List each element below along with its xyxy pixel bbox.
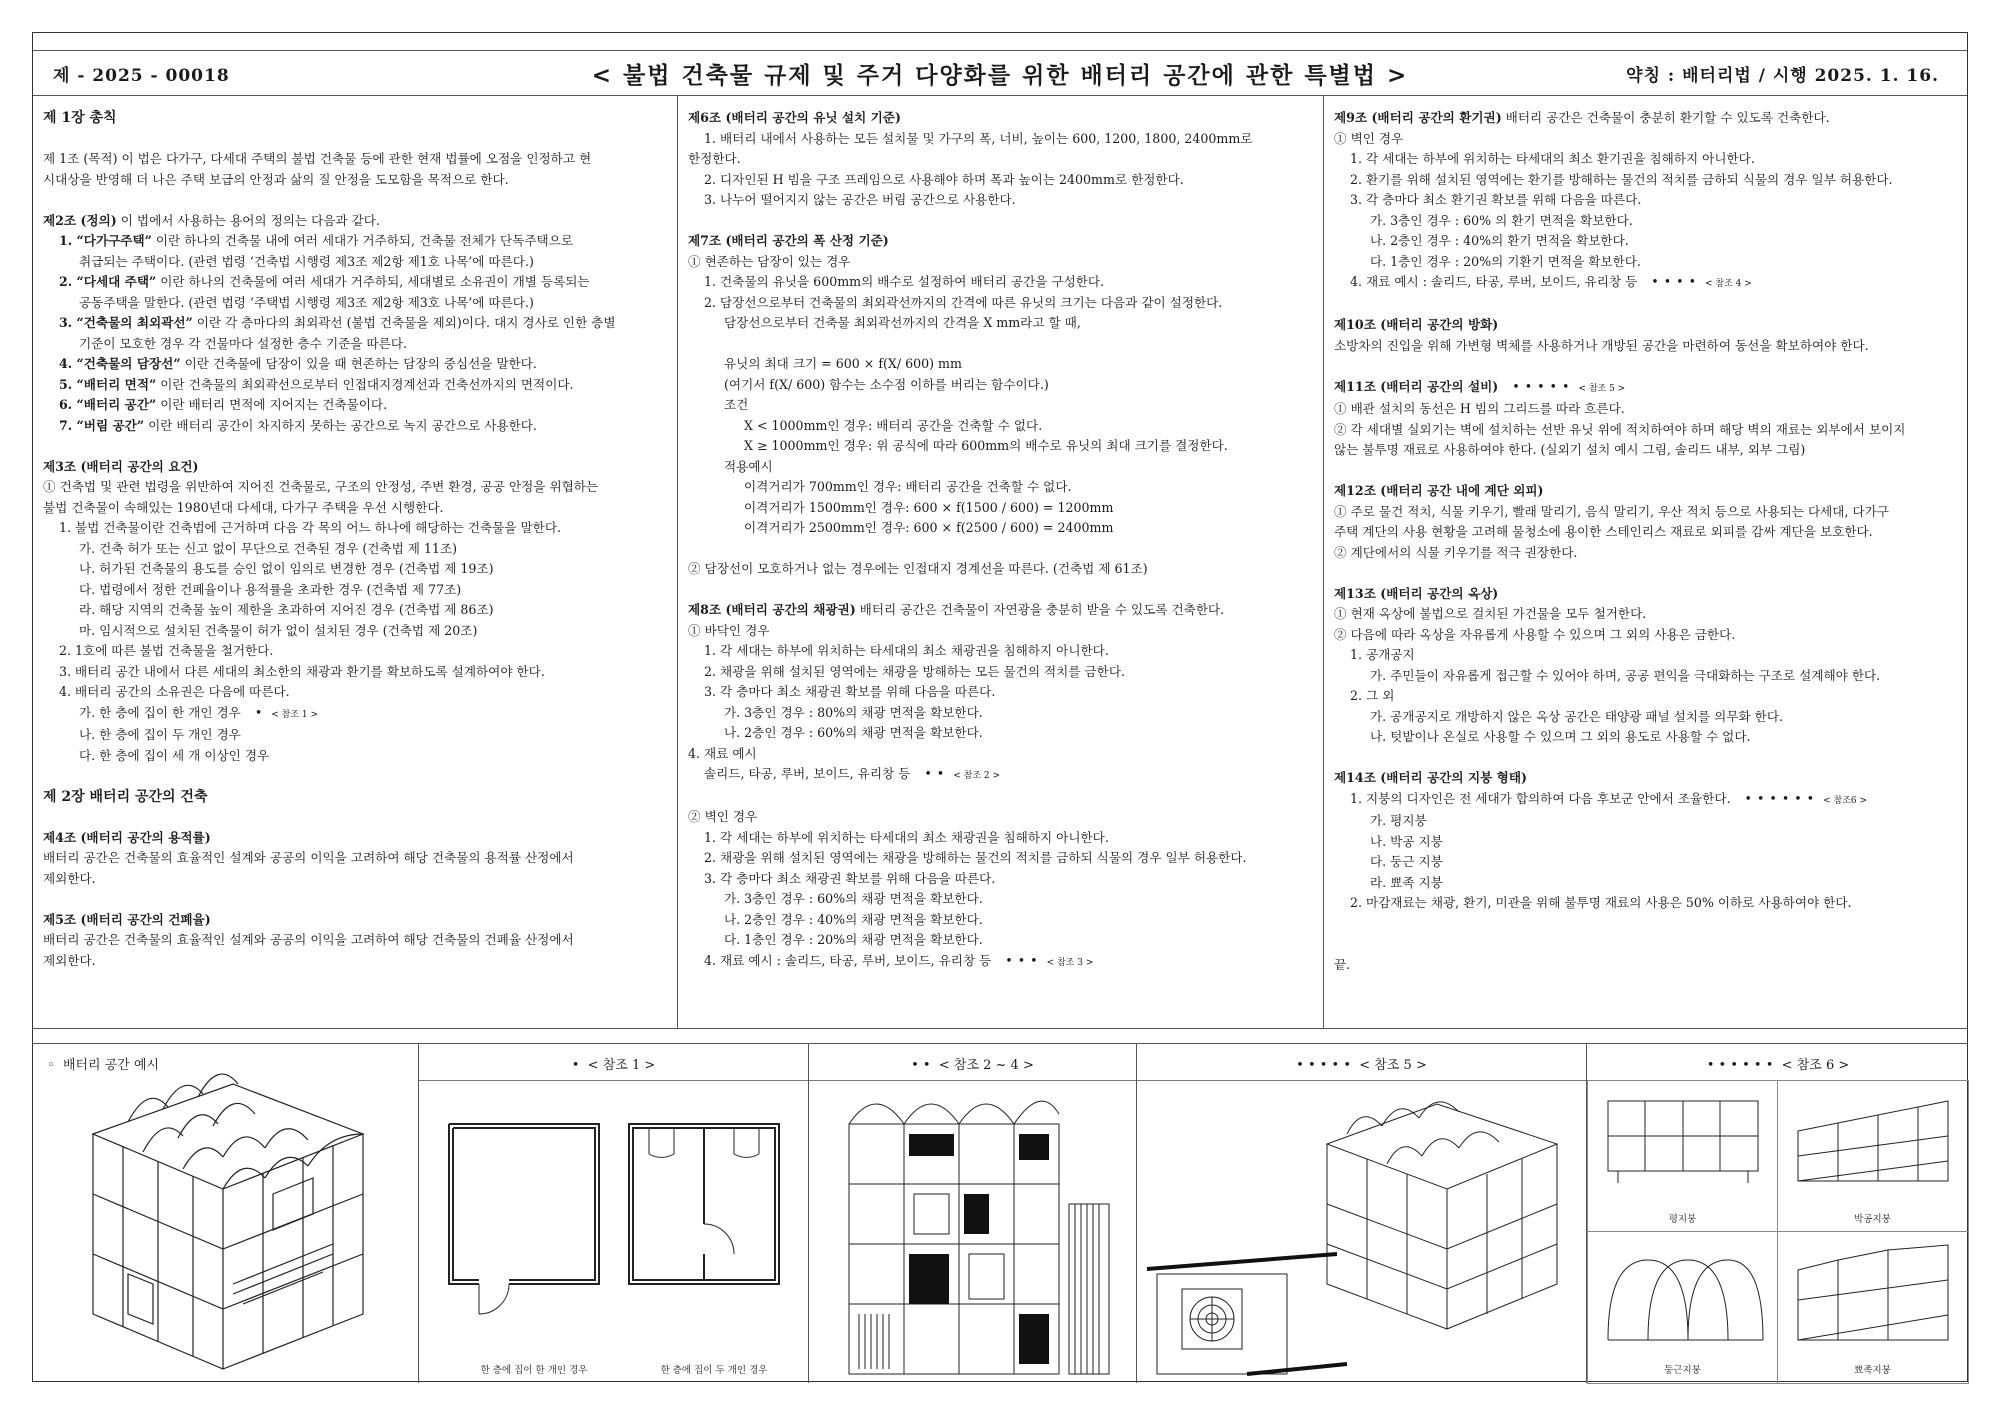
article-7-line: 담장선으로부터 건축물 최외곽선까지의 간격을 X mm라고 할 때, xyxy=(724,315,1081,330)
roof-design-text: 1. 지붕의 디자인은 전 세대가 합의하여 다음 후보군 안에서 조율한다. xyxy=(1350,790,1731,806)
article-14-heading: 제14조 (배터리 공간의 지붕 형태) xyxy=(1334,770,1527,785)
article-8-line: 나. 2층인 경우 : 40%의 채광 면적을 확보한다. xyxy=(724,911,983,927)
article-6-line: 한정한다. xyxy=(688,151,741,166)
article-9-line: 나. 2층인 경우 : 40%의 환기 면적을 확보한다. xyxy=(1370,233,1629,248)
article-7-line: 2. 담장선으로부터 건축물의 최외곽선까지의 간격에 따른 유닛의 크기는 다음과 같이 설정한다. xyxy=(704,294,1223,310)
definition-item xyxy=(43,272,667,293)
caption-round-roof: 둥근지붕 xyxy=(1664,1365,1701,1376)
term: 5. “배터리 면적” xyxy=(59,376,157,392)
roof-option: 나. 박공 지붕 xyxy=(1370,833,1443,849)
round-roof-drawing xyxy=(1588,1240,1777,1360)
article-8-line: ① 바닥인 경우 xyxy=(688,622,770,638)
article-9-line: 3. 각 층마다 최소 환기권 확보를 위해 다음을 따른다. xyxy=(1350,192,1642,207)
definition-item xyxy=(43,313,667,334)
article-14-line xyxy=(1334,789,1959,812)
article-12-line: ② 계단에서의 식물 키우기를 적극 권장한다. xyxy=(1334,544,1578,560)
reference-5-panel xyxy=(1137,1044,1587,1383)
article-11-line: 않는 불투명 재료로 사용하여야 한다. (실외기 설치 예시 그림, 솔리드 내부, 외부 그림) xyxy=(1334,442,1806,457)
dot-leader: ••• xyxy=(1005,952,1043,968)
formula-note: (여기서 f(X/ 600) 함수는 소수점 이하를 버리는 함수이다.) xyxy=(724,376,1049,392)
term: 6. “배터리 공간” xyxy=(59,397,157,412)
article-3-line: 4. 배터리 공간의 소유권은 다음에 따른다. xyxy=(59,684,290,699)
article-9-line xyxy=(1334,272,1959,295)
example-line: 이격거리가 2500mm인 경우: 600 × f(2500 / 600) = 2400mm xyxy=(744,520,1114,535)
equipment-installation-drawing xyxy=(1137,1084,1587,1384)
article-2-text: 이 법에서 사용하는 용어의 정의는 다음과 같다. xyxy=(116,212,380,228)
abbreviation-and-date: 약칭 : 배터리법 / 시행 2025. 1. 16. xyxy=(1626,66,1939,86)
article-9-line: 2. 환기를 위해 설치된 영역에는 환기를 방해하는 물건의 적치를 금하되 식물의 경우 일부 허용한다. xyxy=(1350,171,1893,187)
article-1-line: 시대상을 반영해 더 나은 주택 보급의 안정과 삶의 질 안정을 도모함을 목적으로 한다. xyxy=(43,171,509,187)
article-7-line: ① 현존하는 담장이 있는 경우 xyxy=(688,253,851,269)
flat-roof-drawing xyxy=(1588,1091,1777,1211)
definition-line: 공동주택을 말한다. (관련 법령 ‘주택법 시행령 제3조 제2항 제3호 나목’에 따른다.) xyxy=(79,294,534,310)
article-3-line xyxy=(43,703,667,726)
panel-title-text: < 참조 6 > xyxy=(1781,1058,1850,1073)
definition-item xyxy=(43,375,667,396)
article-10-heading: 제10조 (배터리 공간의 방화) xyxy=(1334,317,1499,332)
example-label: 적용예시 xyxy=(724,458,773,474)
condition-line: X < 1000mm인 경우: 배터리 공간을 건축할 수 없다. xyxy=(744,417,1043,433)
definition-line: 기준이 모호한 경우 각 건물마다 설정한 층수 기준을 따른다. xyxy=(79,335,408,351)
article-3-line: ① 건축법 및 관련 법령을 위반하여 지어진 건축물로, 구조의 안정성, 주변 환경, 공공 안정을 위협하는 xyxy=(43,479,599,494)
caption-gable-roof: 박공지붕 xyxy=(1854,1214,1891,1225)
article-8-heading: 제8조 (배터리 공간의 채광권) xyxy=(688,602,856,617)
reference-2-link[interactable]: < 참조 2 > xyxy=(953,771,1000,781)
article-13-line: ② 다음에 따라 옥상을 자유롭게 사용할 수 있으며 그 외의 사용은 금한다. xyxy=(1334,626,1736,642)
article-12-line: 주택 계단의 사용 현황을 고려해 물청소에 용이한 스테인리스 재료로 외피를 감싸 계단을 보호한다. xyxy=(1334,524,1873,539)
article-3-line: 나. 허가된 건축물의 용도를 승인 없이 임의로 변경한 경우 (건축법 제 19조) xyxy=(79,561,494,576)
reference-panels xyxy=(33,1043,1967,1383)
article-13-line: 나. 텃밭이나 온실로 사용할 수 있으며 그 외의 용도로 사용할 수 없다. xyxy=(1370,729,1751,744)
battery-space-example-panel xyxy=(33,1044,419,1383)
reference-4-link[interactable]: < 참조 4 > xyxy=(1705,279,1752,289)
panel-divider xyxy=(1137,1080,1586,1081)
panel-title: • • < 참조 2 ~ 4 > xyxy=(911,1058,1034,1073)
dot-leader: • xyxy=(254,704,268,720)
isometric-building-drawing xyxy=(33,1044,419,1384)
article-2-heading: 제2조 (정의) xyxy=(43,212,117,228)
article-8-line: 3. 각 층마다 최소 채광권 확보를 위해 다음을 따른다. xyxy=(704,684,996,699)
article-3-line: 나. 한 층에 집이 두 개인 경우 xyxy=(79,727,241,742)
document-number: 제 - 2025 - 00018 xyxy=(53,66,230,86)
term: 3. “건축물의 최외곽선” xyxy=(59,315,193,330)
article-13-line: 2. 그 외 xyxy=(1350,688,1395,703)
chapter-1-heading: 제 1장 총칙 xyxy=(43,110,117,126)
definition-text: 이란 건축물의 최외곽선으로부터 인접대지경계선과 건축선까지의 면적이다. xyxy=(156,376,574,392)
page-title: < 불법 건축물 규제 및 주거 다양화를 위한 배터리 공간에 관한 특별법 > xyxy=(591,62,1409,89)
round-roof-box xyxy=(1587,1232,1778,1384)
article-13-line: 가. 공개공지로 개방하지 않은 옥상 공간은 태양광 패널 설치를 의무화 한다. xyxy=(1370,708,1784,724)
article-3-line: 2. 1호에 따른 불법 건축물을 철거한다. xyxy=(59,643,274,658)
panel-title: • • • • • • < 참조 6 > xyxy=(1706,1058,1850,1073)
panel-divider xyxy=(419,1080,808,1081)
article-5-line: 배터리 공간은 건축물의 효율적인 설계와 공공의 이익을 고려하여 해당 건축물의 건폐율 산정에서 xyxy=(43,932,574,947)
article-8-line: 1. 각 세대는 하부에 위치하는 타세대의 최소 채광권을 침해하지 아니한다. xyxy=(704,829,1109,845)
reference-6-panel xyxy=(1587,1044,1969,1383)
definition-item xyxy=(43,416,667,437)
column-3 xyxy=(1324,96,1969,1028)
dot-leader: •••• xyxy=(1651,274,1701,289)
article-4-heading: 제4조 (배터리 공간의 용적률) xyxy=(43,829,211,845)
column-2 xyxy=(678,96,1324,1028)
article-3-line: 3. 배터리 공간 내에서 다른 세대의 최소한의 채광과 환기를 확보하도록 설계하여야 한다. xyxy=(59,663,545,679)
roof-option: 라. 뾰족 지붕 xyxy=(1370,874,1443,890)
material-examples: 4. 재료 예시 : 솔리드, 타공, 루버, 보이드, 유리창 등 xyxy=(704,952,992,968)
article-8-line: 가. 3층인 경우 : 60%의 채광 면적을 확보한다. xyxy=(724,891,983,906)
article-9-text: 배터리 공간은 건축물이 충분히 환기할 수 있도록 건축한다. xyxy=(1501,110,1830,125)
ownership-case: 가. 한 층에 집이 한 개인 경우 xyxy=(79,704,241,720)
article-3-line: 1. 불법 건축물이란 건축법에 근거하며 다음 각 목의 어느 하나에 해당하는 건축물을 말한다. xyxy=(59,520,562,535)
article-6-line: 2. 디자인된 H 빔을 구조 프레임으로 사용해야 하며 폭과 높이는 2400mm로 한정한다. xyxy=(704,171,1184,187)
roof-option: 가. 평지붕 xyxy=(1370,813,1427,828)
definition-text: 이란 배터리 면적에 지어지는 건축물이다. xyxy=(156,397,388,412)
material-examples: 솔리드, 타공, 루버, 보이드, 유리창 등 xyxy=(704,766,911,781)
definition-text: 이란 하나의 건축물 내에 여러 세대가 거주하되, 건축물 전체가 단독주택으로 xyxy=(151,233,574,248)
article-8-line: 1. 각 세대는 하부에 위치하는 타세대의 최소 채광권을 침해하지 아니한다. xyxy=(704,643,1109,658)
article-9-intro xyxy=(1334,108,1959,129)
page-frame xyxy=(32,32,1968,1382)
article-5-heading: 제5조 (배터리 공간의 건폐율) xyxy=(43,911,211,927)
caption-two-units: 한 층에 집이 두 개인 경우 xyxy=(660,1365,768,1376)
reference-1-panel xyxy=(419,1044,809,1383)
article-3-line: 가. 건축 허가 또는 신고 없이 무단으로 건축된 경우 (건축법 제 11조) xyxy=(79,540,458,556)
article-9-line: ① 벽인 경우 xyxy=(1334,130,1404,146)
dot-leader: ••••• xyxy=(1512,378,1575,394)
article-11-heading-line xyxy=(1334,377,1959,400)
dot-leader: •••••• xyxy=(1744,790,1820,806)
article-6-heading: 제6조 (배터리 공간의 유닛 설치 기준) xyxy=(688,110,901,125)
caption-pointed-roof: 뾰족지붕 xyxy=(1854,1365,1891,1376)
material-examples: 4. 재료 예시 : 솔리드, 타공, 루버, 보이드, 유리창 등 xyxy=(1350,274,1638,289)
floor-plan-one-unit xyxy=(439,1104,629,1344)
article-7-line: ② 담장선이 모호하거나 없는 경우에는 인접대지 경계선을 따른다. (건축법 제 61조) xyxy=(688,561,1148,576)
panel-title-text: < 참조 5 > xyxy=(1359,1058,1427,1073)
pointed-roof-drawing xyxy=(1778,1240,1967,1360)
article-9-heading: 제9조 (배터리 공간의 환기권) xyxy=(1334,110,1502,125)
term: 1. “다가구주택” xyxy=(59,233,152,248)
panel-title: • < 참조 1 > xyxy=(571,1058,656,1073)
article-13-line: 가. 주민들이 자유롭게 접근할 수 있어야 하며, 공공 편익을 극대화하는 구조로 설계해야 한다. xyxy=(1370,667,1881,683)
chapter-2-heading: 제 2장 배터리 공간의 건축 xyxy=(43,788,208,805)
article-11-line: ① 배관 설치의 동선은 H 빔의 그리드를 따라 흐른다. xyxy=(1334,401,1625,416)
formula: 유닛의 최대 크기 = 600 × f(X/ 600) mm xyxy=(724,356,962,371)
article-8-intro xyxy=(688,600,1313,621)
article-3-line: 불법 건축물이 속해있는 1980년대 다세대, 다가구 주택을 우선 시행한다. xyxy=(43,499,444,515)
column-1 xyxy=(33,96,678,1028)
panel-title-text: 배터리 공간 예시 xyxy=(62,1058,160,1073)
term: 7. “버림 공간” xyxy=(59,417,145,433)
panel-title-text: < 참조 1 > xyxy=(587,1058,656,1073)
term: 4. “건축물의 담장선” xyxy=(59,356,181,371)
definition-item xyxy=(43,231,667,252)
definition-text: 이란 각 층마다의 최외곽선 (불법 건축물을 제외)이다. 대지 경사로 인한 층별 xyxy=(192,315,616,330)
article-8-line: 가. 3층인 경우 : 80%의 채광 면적을 확보한다. xyxy=(724,704,983,720)
example-line: 이격거리가 1500mm인 경우: 600 × f(1500 / 600) = 1200mm xyxy=(744,499,1114,515)
article-8-line xyxy=(688,764,1313,787)
definition-text: 이란 배터리 공간이 차지하지 못하는 공간으로 녹지 공간으로 사용한다. xyxy=(144,417,537,433)
article-9-line: 다. 1층인 경우 : 20%의 기환기 면적을 확보한다. xyxy=(1370,253,1641,269)
article-8-line xyxy=(688,951,1313,974)
article-14-line: 2. 마감재료는 채광, 환기, 미관을 위해 불투명 재료의 사용은 50% 이하로 사용하여야 한다. xyxy=(1350,895,1852,910)
pointed-roof-box xyxy=(1778,1232,1969,1384)
floor-plan-two-units xyxy=(619,1104,809,1344)
definition-text: 이란 하나의 건축물에 여러 세대가 거주하되, 세대별로 소유권이 개별 등록되는 xyxy=(156,274,590,289)
article-13-heading: 제13조 (배터리 공간의 옥상) xyxy=(1334,585,1499,601)
gable-roof-drawing xyxy=(1778,1091,1967,1211)
article-4-line: 제외한다. xyxy=(43,870,96,886)
article-8-text: 배터리 공간은 건축물이 자연광을 충분히 받을 수 있도록 건축한다. xyxy=(855,602,1225,617)
reference-1-link[interactable]: < 참조 1 > xyxy=(271,709,319,720)
panel-title-text: < 참조 2 ~ 4 > xyxy=(938,1058,1034,1073)
article-9-line: 1. 각 세대는 하부에 위치하는 타세대의 최소 환기권을 침해하지 아니한다. xyxy=(1350,151,1755,166)
definition-text: 이란 건축물에 담장이 있을 때 현존하는 담장의 중심선을 말한다. xyxy=(180,356,537,371)
article-8-line: 4. 재료 예시 xyxy=(688,745,757,761)
article-11-line: ② 각 세대별 실외기는 벽에 설치하는 선반 유닛 위에 적치하여야 하며 해당 벽의 재료는 외부에서 보이지 xyxy=(1334,421,1906,437)
header-bar xyxy=(33,50,1967,96)
article-8-line: ② 벽인 경우 xyxy=(688,809,758,824)
caption-one-unit: 한 층에 집이 한 개인 경우 xyxy=(480,1365,588,1376)
panel-title: • • • • • < 참조 5 > xyxy=(1296,1058,1427,1073)
article-12-line: ① 주로 물건 적치, 식물 키우기, 빨래 말리기, 음식 말리기, 우산 적치 등으로 사용되는 다세대, 다가구 xyxy=(1334,503,1889,519)
article-5-line: 제외한다. xyxy=(43,952,96,968)
roof-option: 다. 둥근 지붕 xyxy=(1370,854,1443,869)
articles-area xyxy=(33,96,1967,1029)
caption-flat-roof: 평지붕 xyxy=(1668,1214,1697,1225)
article-10-line: 소방차의 진입을 위해 가변형 벽체를 사용하거나 개방된 공간을 마련하여 동선을 확보하여야 한다. xyxy=(1334,337,1869,353)
article-3-line: 라. 해당 지역의 건축물 높이 제한을 초과하여 지어진 경우 (건축법 제 86조) xyxy=(79,602,494,617)
condition-label: 조건 xyxy=(724,397,749,412)
article-8-line: 다. 1층인 경우 : 20%의 채광 면적을 확보한다. xyxy=(724,932,983,947)
article-6-line: 3. 나누어 떨어지지 않는 공간은 버림 공간으로 사용한다. xyxy=(704,192,1016,207)
reference-5-link[interactable]: < 참조 5 > xyxy=(1578,383,1626,394)
definition-item xyxy=(43,395,667,416)
article-12-heading: 제12조 (배터리 공간 내에 계단 외피) xyxy=(1334,483,1544,498)
article-13-line: 1. 공개공지 xyxy=(1350,647,1415,662)
article-6-line: 1. 배터리 내에서 사용하는 모든 설치물 및 가구의 폭, 너비, 높이는 600, 1200, 1800, 2400mm로 xyxy=(704,130,1253,146)
article-3-line: 다. 법령에서 정한 건폐율이나 용적률을 초과한 경우 (건축법 제 77조) xyxy=(79,581,462,597)
dot-leader: •• xyxy=(924,766,950,781)
condition-line: X ≥ 1000mm인 경우: 위 공식에 따라 600mm의 배수로 유닛의 최대 크기를 결정한다. xyxy=(744,438,1228,453)
article-13-line: ① 현재 옥상에 불법으로 걸치된 가건물을 모두 철거한다. xyxy=(1334,606,1647,621)
article-8-line: 나. 2층인 경우 : 60%의 채광 면적을 확보한다. xyxy=(724,725,983,740)
article-3-heading: 제3조 (배터리 공간의 요건) xyxy=(43,458,199,474)
article-8-line: 2. 채광을 위해 설치된 영역에는 채광을 방해하는 모든 물건의 적치를 금한다. xyxy=(704,663,1126,679)
facade-elevation-drawing xyxy=(809,1084,1137,1384)
article-7-line: 1. 건축물의 유닛을 600mm의 배수로 설정하여 배터리 공간을 구성한다. xyxy=(704,274,1105,289)
reference-3-link[interactable]: < 참조 3 > xyxy=(1046,957,1094,968)
article-11-heading: 제11조 (배터리 공간의 설비) xyxy=(1334,378,1499,394)
article-7-heading: 제7조 (배터리 공간의 폭 산정 기준) xyxy=(688,233,889,248)
article-1-line: 제 1조 (목적) 이 법은 다가구, 다세대 주택의 불법 건축물 등에 관한 현재 법률에 오점을 인정하고 현 xyxy=(43,151,592,166)
article-8-line: 2. 채광을 위해 설치된 영역에는 채광을 방해하는 물건의 적치를 금하되 식물의 경우 일부 허용한다. xyxy=(704,850,1247,865)
panel-title: ◦ 배터리 공간 예시 xyxy=(47,1058,160,1073)
article-4-line: 배터리 공간은 건축물의 효율적인 설계와 공공의 이익을 고려하여 해당 건축물의 용적률 산정에서 xyxy=(43,850,574,865)
article-9-line: 가. 3층인 경우 : 60% 의 환기 면적을 확보한다. xyxy=(1370,212,1633,228)
article-8-line: 3. 각 층마다 최소 채광권 확보를 위해 다음을 따른다. xyxy=(704,870,996,886)
panel-divider xyxy=(809,1080,1136,1081)
term: 2. “다세대 주택” xyxy=(59,274,157,289)
article-3-line: 마. 임시적으로 설치된 건축물이 허가 없이 설치된 경우 (건축법 제 20조) xyxy=(79,622,478,638)
reference-2-4-panel xyxy=(809,1044,1137,1383)
definition-item xyxy=(43,354,667,375)
example-line: 이격거리가 700mm인 경우: 배터리 공간을 건축할 수 없다. xyxy=(744,479,1072,494)
definition-line: 취급되는 주택이다. (관련 법령 ‘건축법 시행령 제3조 제2항 제1호 나목’에 따른다.) xyxy=(79,253,534,269)
end-mark: 끝. xyxy=(1334,956,1351,972)
flat-roof-box xyxy=(1587,1080,1778,1232)
gable-roof-box xyxy=(1778,1080,1969,1232)
reference-6-link[interactable]: < 참조6 > xyxy=(1823,795,1868,806)
article-2-intro xyxy=(43,211,667,232)
article-3-line: 다. 한 층에 집이 세 개 이상인 경우 xyxy=(79,747,270,763)
